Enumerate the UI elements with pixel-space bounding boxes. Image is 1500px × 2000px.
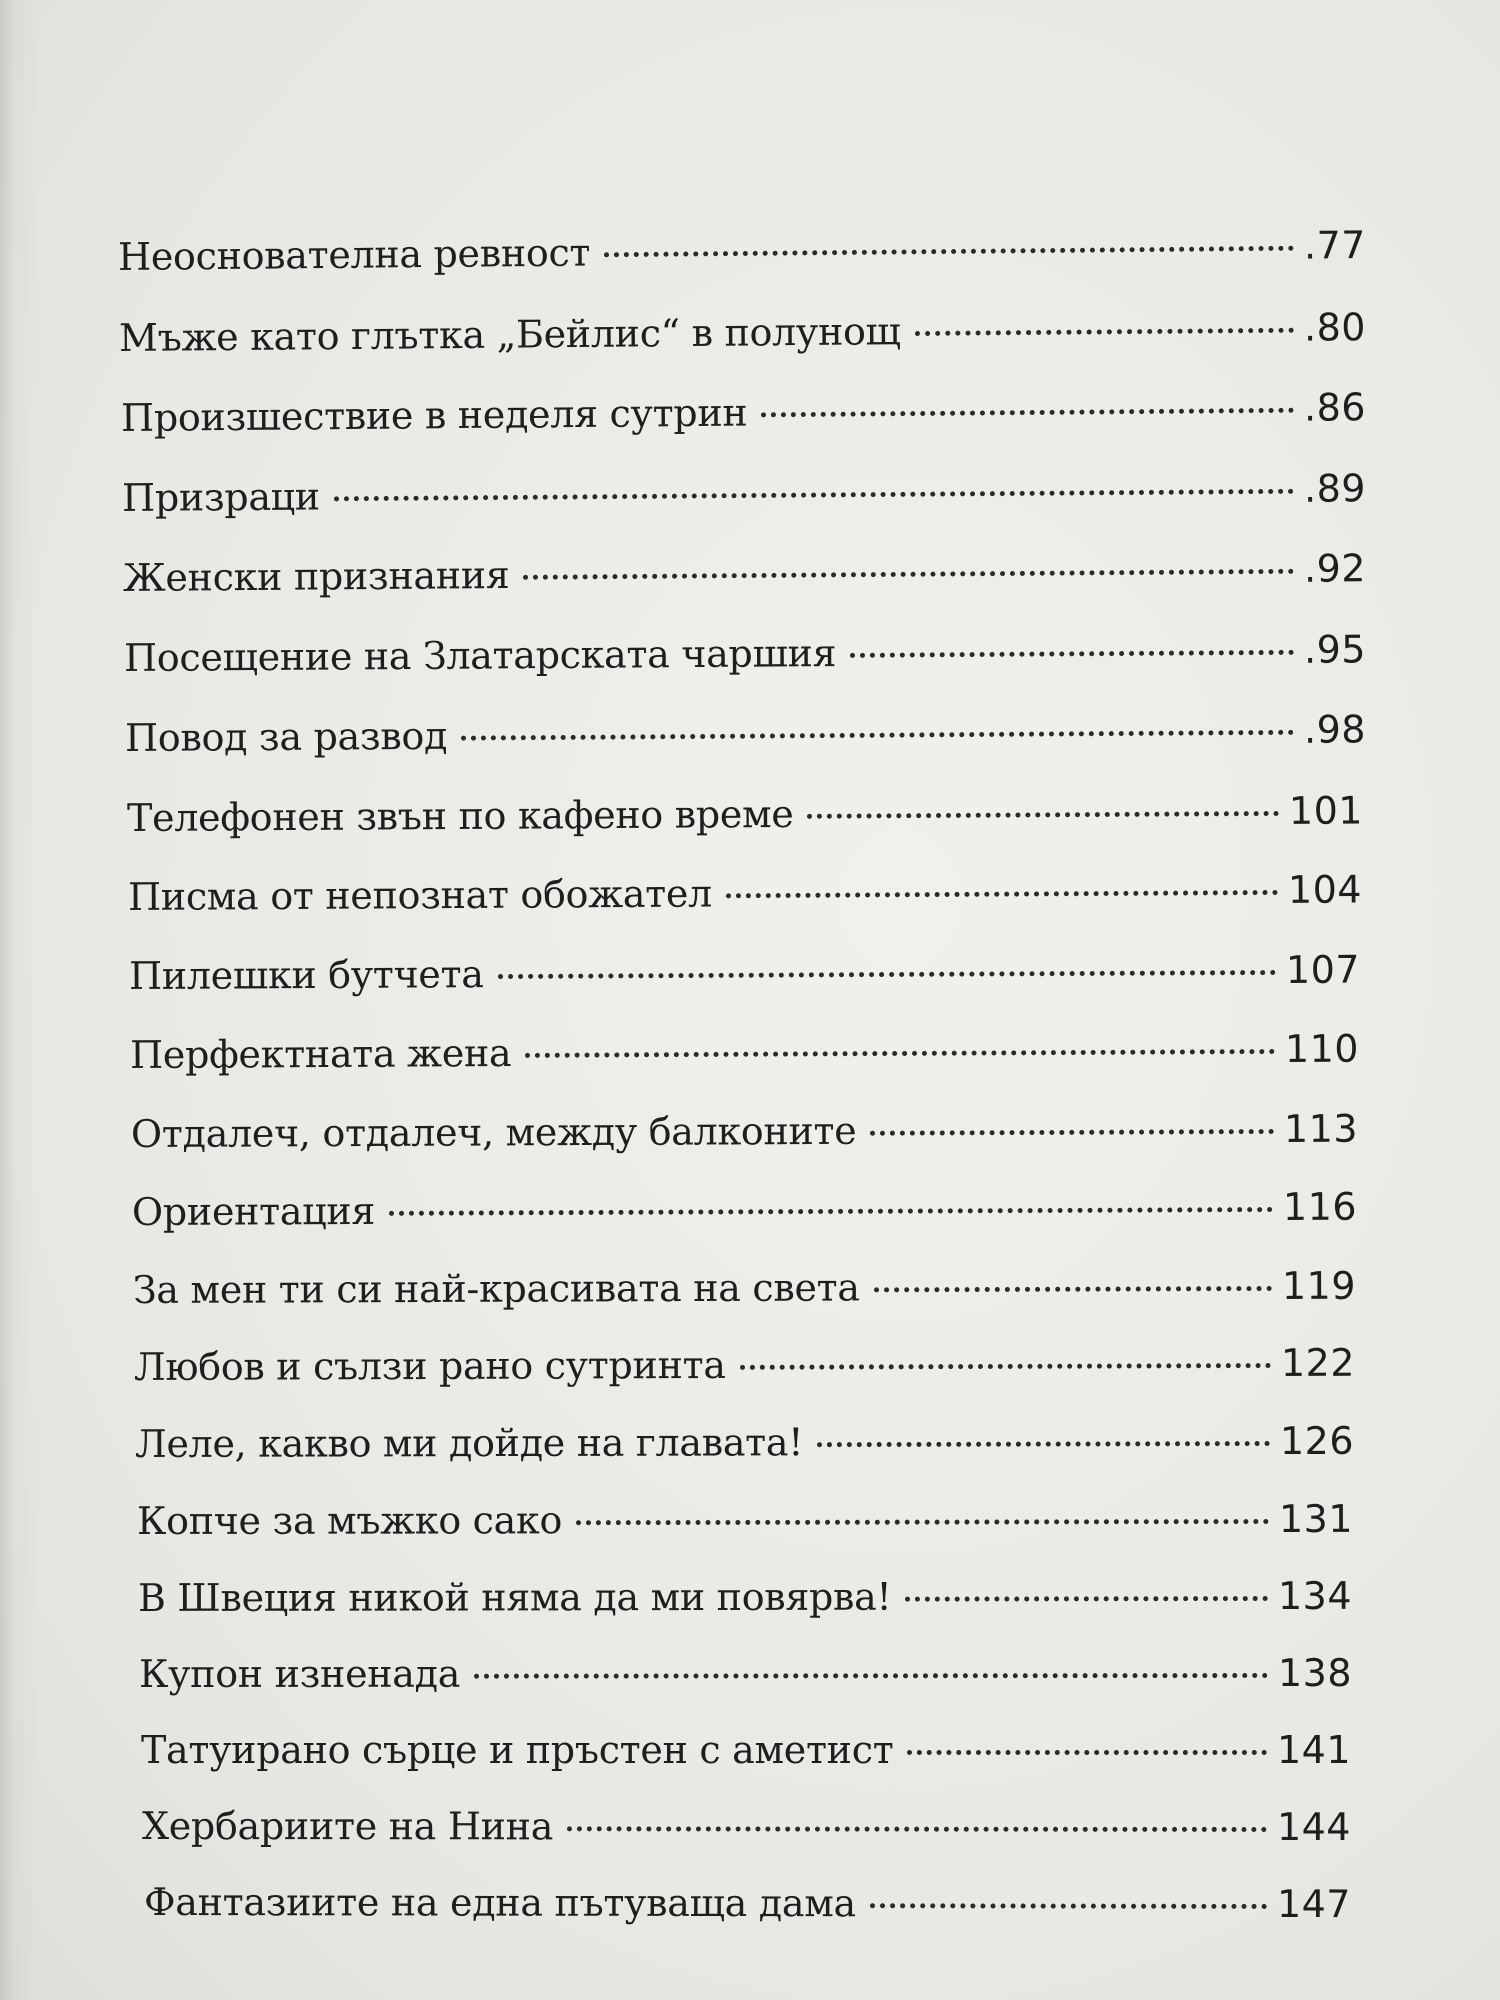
dot-leader [850, 650, 1294, 658]
toc-entry [127, 782, 1363, 846]
toc-entry [137, 1491, 1353, 1549]
toc-entry-title: Писма от непознат обожател [127, 871, 713, 919]
toc-entry-page: 141 [1276, 1728, 1351, 1772]
toc-entry-page: .92 [1303, 546, 1367, 591]
toc-entry-title: Любов и сълзи рано сутринта [133, 1342, 726, 1389]
toc-entry [139, 1645, 1352, 1702]
toc-entry-title: Татуирано сърце и пръстен с аметист [141, 1728, 894, 1772]
toc-entry-title: Произшествие в неделя сутрин [120, 390, 748, 440]
toc-entry [141, 1722, 1351, 1778]
toc-entry [128, 861, 1362, 925]
toc-entry-page: 134 [1277, 1573, 1353, 1619]
toc-entry [123, 540, 1366, 606]
toc-entry [125, 701, 1366, 766]
toc-entry-title: Женски признания [122, 552, 510, 600]
dot-leader [807, 811, 1279, 819]
toc-entry-title: Ориентация [131, 1188, 376, 1234]
dot-leader [461, 730, 1294, 741]
toc-entry-page: .86 [1303, 385, 1367, 430]
toc-entry [135, 1413, 1354, 1472]
toc-entry [119, 299, 1366, 366]
toc-entry-page: 147 [1276, 1881, 1352, 1927]
toc-entry-title: Пилешки бутчета [128, 952, 484, 998]
toc-entry [134, 1335, 1355, 1395]
toc-entry-title: Отдалеч, отдалеч, между балконите [130, 1108, 857, 1156]
toc-entry-page: 144 [1276, 1804, 1352, 1850]
dot-leader [389, 1207, 1273, 1216]
toc-entry-title: Мъже като глътка „Бейлис“ в полунощ [118, 309, 901, 360]
dot-leader [905, 1596, 1268, 1602]
toc-entry-title: Хербариите на Нина [141, 1804, 554, 1849]
toc-entry-title: Леле, какво ми дойде на главата! [134, 1420, 804, 1466]
dot-leader [740, 1363, 1271, 1370]
dot-leader [907, 1750, 1267, 1755]
dot-leader [474, 1673, 1268, 1679]
toc-entry-title: В Швеция никой няма да ми повярва! [137, 1574, 892, 1620]
dot-leader [915, 328, 1294, 336]
toc-entry-page: 131 [1278, 1496, 1354, 1542]
toc-entry-page: 104 [1287, 867, 1363, 912]
toc-entry-page: .80 [1303, 305, 1367, 350]
dot-leader [334, 489, 1294, 502]
toc-entry-page: 101 [1288, 788, 1364, 833]
toc-entry-page: 116 [1282, 1184, 1358, 1229]
toc-entry-title: Купон изненада [138, 1651, 461, 1696]
dot-leader [870, 1903, 1267, 1909]
toc-entry-page: 113 [1283, 1106, 1359, 1151]
toc-entry-page: 126 [1279, 1418, 1355, 1464]
toc-entry-title: Повод за развод [124, 713, 448, 760]
dot-leader [576, 1519, 1269, 1525]
toc-entry [144, 1874, 1351, 1932]
dot-leader [817, 1441, 1270, 1447]
toc-entry [131, 1101, 1358, 1162]
toc-entry-page: 119 [1281, 1263, 1357, 1308]
toc-entry-page: 110 [1284, 1026, 1360, 1071]
toc-entry-page: 122 [1280, 1340, 1356, 1385]
toc-entry-page: 138 [1277, 1650, 1353, 1696]
toc-entry-title: Фантазиите на една пътуваща дама [143, 1880, 856, 1926]
dot-leader [726, 890, 1278, 898]
toc-entry [118, 217, 1366, 285]
toc-entry [138, 1568, 1352, 1626]
toc-entry-page: 107 [1285, 947, 1361, 992]
toc-entry [132, 1179, 1357, 1240]
toc-entry-page: .77 [1303, 223, 1367, 268]
toc-entry [133, 1258, 1356, 1318]
toc-entry-title: Посещение на Златарската чаршия [123, 631, 837, 680]
toc-entry-title: Призраци [121, 474, 321, 520]
toc-entry [124, 621, 1366, 686]
dot-leader [567, 1826, 1267, 1832]
dot-leader [498, 970, 1276, 979]
toc-entry-title: Неоснователна ревност [117, 230, 591, 279]
toc-entry-title: За мен ти си най-красивата на света [132, 1265, 860, 1312]
toc-entry [142, 1798, 1351, 1855]
dot-leader [604, 246, 1294, 258]
toc-entry-page: .95 [1303, 627, 1367, 672]
dot-leader [761, 408, 1294, 418]
toc-entry [121, 379, 1366, 446]
toc-entry-title: Телефонен звън по кафено време [126, 791, 794, 840]
toc-entry-title: Перфектната жена [129, 1031, 512, 1077]
toc-entry [130, 1021, 1359, 1083]
toc-entry [122, 460, 1366, 526]
toc-entry-title: Копче за мъжко сако [136, 1498, 563, 1543]
dot-leader [525, 1049, 1275, 1058]
toc-entry-page: .98 [1303, 707, 1367, 752]
dot-leader [870, 1129, 1274, 1136]
dot-leader [523, 569, 1294, 580]
toc-entry-page: .89 [1303, 466, 1367, 511]
toc-entry [129, 942, 1360, 1004]
dot-leader [874, 1286, 1272, 1292]
